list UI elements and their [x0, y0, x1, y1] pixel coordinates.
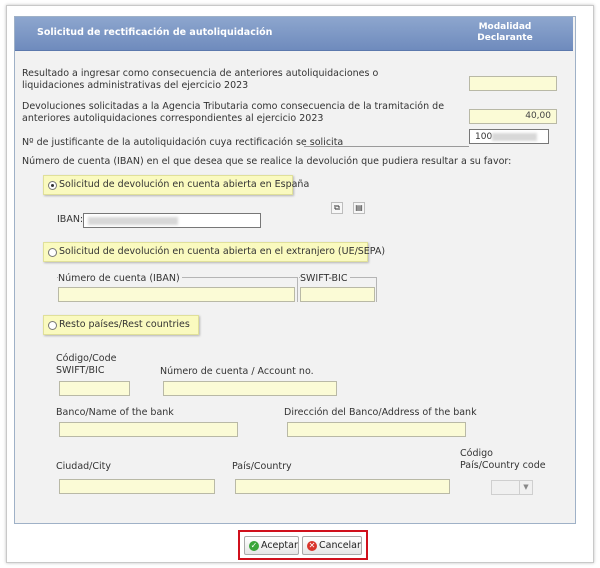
abroad-swift-field[interactable] [300, 287, 375, 302]
redacted-value [88, 217, 178, 225]
resultado-label: Resultado a ingresar como consecuencia de anteriores autoliquidaciones o liquidaciones administrativas del ejercicio 2023 [22, 68, 379, 91]
rest-city-label: Ciudad/City [56, 461, 111, 472]
column-header-modalidad: Modalidad Declarante [477, 22, 533, 43]
rest-country-code-label: Código País/Country code [460, 448, 546, 471]
option-rest-label: Resto países/Rest countries [59, 319, 190, 330]
close-icon: ✕ [308, 541, 316, 550]
redacted-value [492, 133, 537, 141]
option-spain[interactable] [43, 175, 310, 195]
rest-swift-field[interactable] [59, 381, 130, 396]
chevron-down-icon: ▼ [519, 481, 532, 494]
resultado-field[interactable] [469, 76, 557, 91]
iban-field[interactable] [83, 213, 261, 228]
rest-account-field[interactable] [163, 381, 337, 396]
devoluciones-label: Devoluciones solicitadas a la Agencia Tributaria como consecuencia de la tramitación de anteriores autoliquidaciones correspondientes al ejercicio 2023 [22, 101, 445, 124]
accept-button[interactable]: ✓ Aceptar [244, 536, 299, 555]
justificante-label: Nº de justificante de la autoliquidación cuya rectificación se solicita [22, 137, 344, 148]
rest-bank-address-field[interactable] [287, 422, 466, 437]
abroad-account-field[interactable] [58, 287, 295, 302]
rest-city-field[interactable] [59, 479, 215, 494]
rest-bank-field[interactable] [59, 422, 238, 437]
iban-label: IBAN: [57, 214, 84, 225]
rest-bank-address-label: Dirección del Banco/Address of the bank [284, 407, 477, 418]
rest-country-code-select[interactable] [491, 480, 533, 495]
paste-icon[interactable]: ▤ [353, 202, 365, 214]
justificante-field[interactable]: 100 [469, 129, 549, 144]
cuenta-label: Número de cuenta (IBAN) en el que desea que se realice la devolución que pudiera resultar a su favor: [22, 156, 512, 167]
cancel-button[interactable]: ✕ Cancelar [302, 536, 362, 555]
rest-country-label: País/Country [232, 461, 292, 472]
rest-country-field[interactable] [235, 479, 450, 494]
rest-bank-label: Banco/Name of the bank [56, 407, 174, 418]
justificante-leader-line [304, 146, 469, 147]
check-icon: ✓ [250, 541, 258, 550]
radio-spain[interactable] [48, 181, 57, 190]
abroad-swift-label: SWIFT-BIC [300, 273, 348, 284]
option-abroad-label: Solicitud de devolución en cuenta abierta en el extranjero (UE/SEPA) [59, 246, 386, 257]
form-header [15, 17, 573, 51]
option-rest[interactable] [43, 315, 199, 335]
copy-icon[interactable]: ⧉ [331, 202, 343, 214]
option-spain-label: Solicitud de devolución en cuenta abierta en España [59, 179, 310, 190]
abroad-account-label: Número de cuenta (IBAN) [58, 273, 180, 284]
option-abroad[interactable] [43, 242, 386, 262]
form-title: Solicitud de rectificación de autoliquidación [37, 27, 273, 38]
rest-code-label: Código/Code SWIFT/BIC [56, 353, 117, 376]
radio-rest[interactable] [48, 321, 57, 330]
rest-account-label: Número de cuenta / Account no. [160, 366, 314, 377]
radio-abroad[interactable] [48, 248, 57, 257]
devoluciones-field[interactable]: 40,00 [469, 109, 557, 124]
